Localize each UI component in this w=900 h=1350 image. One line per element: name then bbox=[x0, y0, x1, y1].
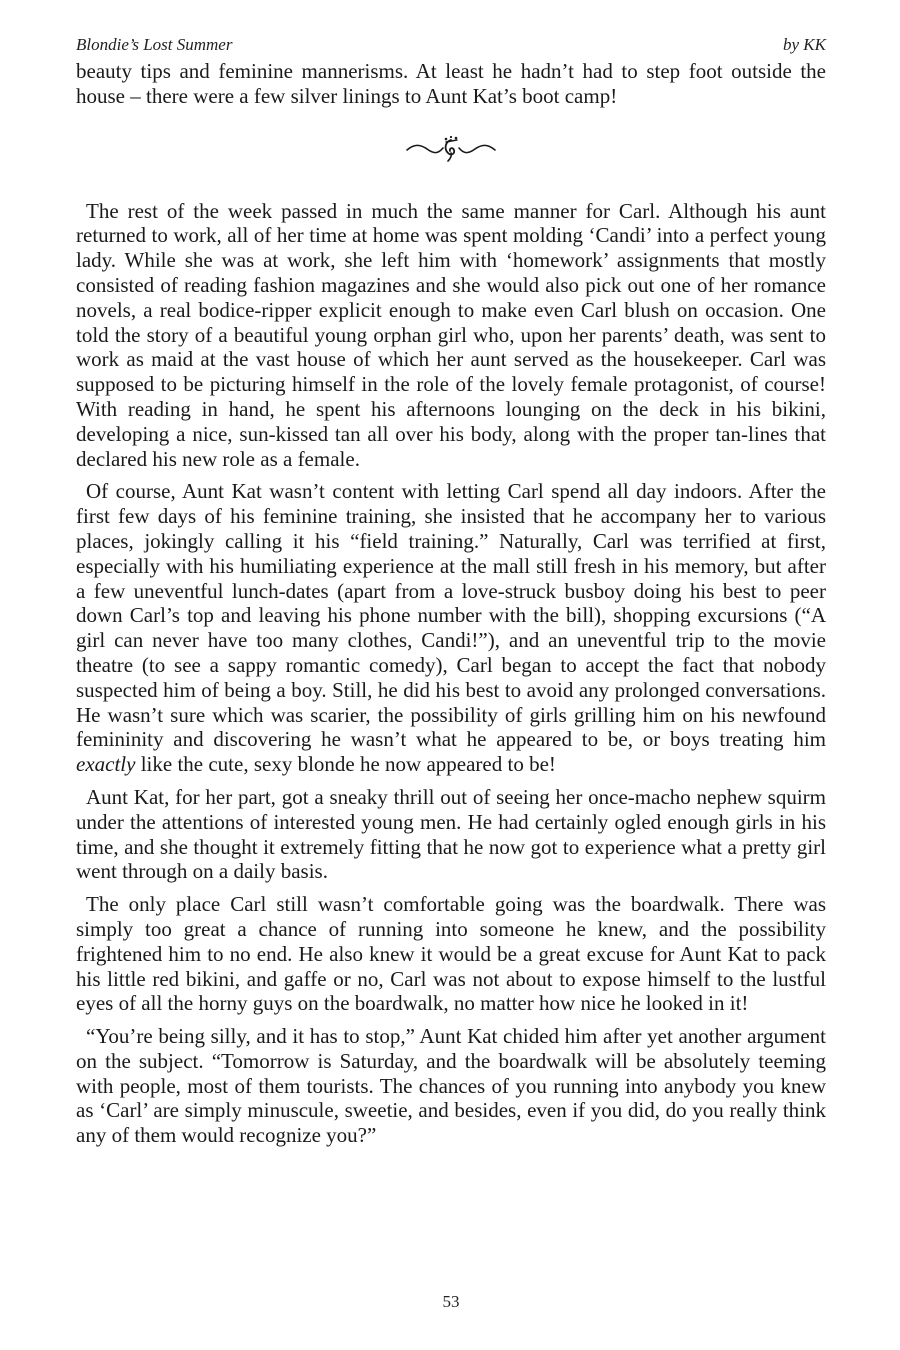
running-header bbox=[76, 34, 826, 56]
paragraph-text: like the cute, sexy blonde he now appeared to be! bbox=[135, 752, 556, 777]
paragraph-text: Of course, Aunt Kat wasn’t content with letting Carl spend all day indoors. After the first few days of his feminine training, she insisted that he accompany her to various places, jokingly calling it his “field training.” Naturally, Carl was terrified at first, especially with his humiliating experience at the mall still fresh in his memory, but after a few uneventful lunch-dates (apart from a love-struck busboy doing his best to peer down Carl’s top and leaving his phone number with the bill), shopping excursions (“A girl can never have too many clothes, Candi!”), and an uneventful trip to the movie theatre (to see a sappy romantic comedy), Carl began to accept the fact that nobody suspected him of being a boy. Still, he did his best to avoid any prolonged conversations. He wasn’t sure which was scarier, the possibility of girls grilling him on his newfound femininity and discovering he wasn’t what he appeared to be, or boys treating him bbox=[76, 479, 826, 752]
page-number: 53 bbox=[442, 1292, 460, 1311]
paragraph-continued: beauty tips and feminine mannerisms. At least he hadn’t had to step foot outside the house – there were a few silver linings to Aunt Kat’s boot camp! bbox=[76, 59, 826, 108]
paragraph: The only place Carl still wasn’t comfortable going was the boardwalk. There was simply too great a chance of running into someone he knew, and the possibility frightened him to no end. He also knew it would be a great excuse for Aunt Kat to pack his little red bikini, and gaffe or no, Carl was not about to expose himself to the lustful eyes of all the horny guys on the boardwalk, no matter how nice he looked in it! bbox=[76, 892, 826, 1016]
paragraph bbox=[76, 479, 826, 777]
author-credit: by KK bbox=[783, 35, 826, 54]
fleuron-divider-icon bbox=[405, 135, 497, 163]
book-title: Blondie’s Lost Summer bbox=[76, 35, 233, 54]
paragraph: Aunt Kat, for her part, got a sneaky thrill out of seeing her once-macho nephew squirm under the attentions of interested young men. He had certainly ogled enough girls in his time, and she thought it extremely fitting that he now got to experience what a pretty girl went through on a daily basis. bbox=[76, 784, 826, 884]
paragraph: The rest of the week passed in much the same manner for Carl. Although his aunt returned to work, all of her time at home was spent molding ‘Candi’ into a perfect young lady. While she was at work, she left him with ‘homework’ assignments that mostly consisted of reading fashion magazines and she would also pick out one of her romance novels, a real bodice-ripper explicit enough to make even Carl blush on occasion. One told the story of a beautiful young orphan girl who, upon her parents’ death, was sent to work as maid at the vast house of which her aunt served as the housekeeper. Carl was supposed to be picturing himself in the role of the lovely female protagonist, of course! With reading in hand, he spent his afternoons lounging on the deck in his bikini, developing a nice, sun-kissed tan all over his body, along with the proper tan-lines that declared his new role as a female. bbox=[76, 198, 826, 471]
paragraph: “You’re being silly, and it has to stop,” Aunt Kat chided him after yet another argument on the subject. “Tomorrow is Saturday, and the boardwalk will be absolutely teeming with people, most of them tourists. The chances of you running into anybody you knew as ‘Carl’ are simply minuscule, sweetie, and besides, even if you did, do you really think any of them would recognize you?” bbox=[76, 1024, 826, 1148]
emphasis-text: exactly bbox=[76, 752, 136, 777]
book-page bbox=[76, 34, 826, 1324]
body-text bbox=[76, 59, 826, 1148]
section-break bbox=[76, 135, 826, 165]
